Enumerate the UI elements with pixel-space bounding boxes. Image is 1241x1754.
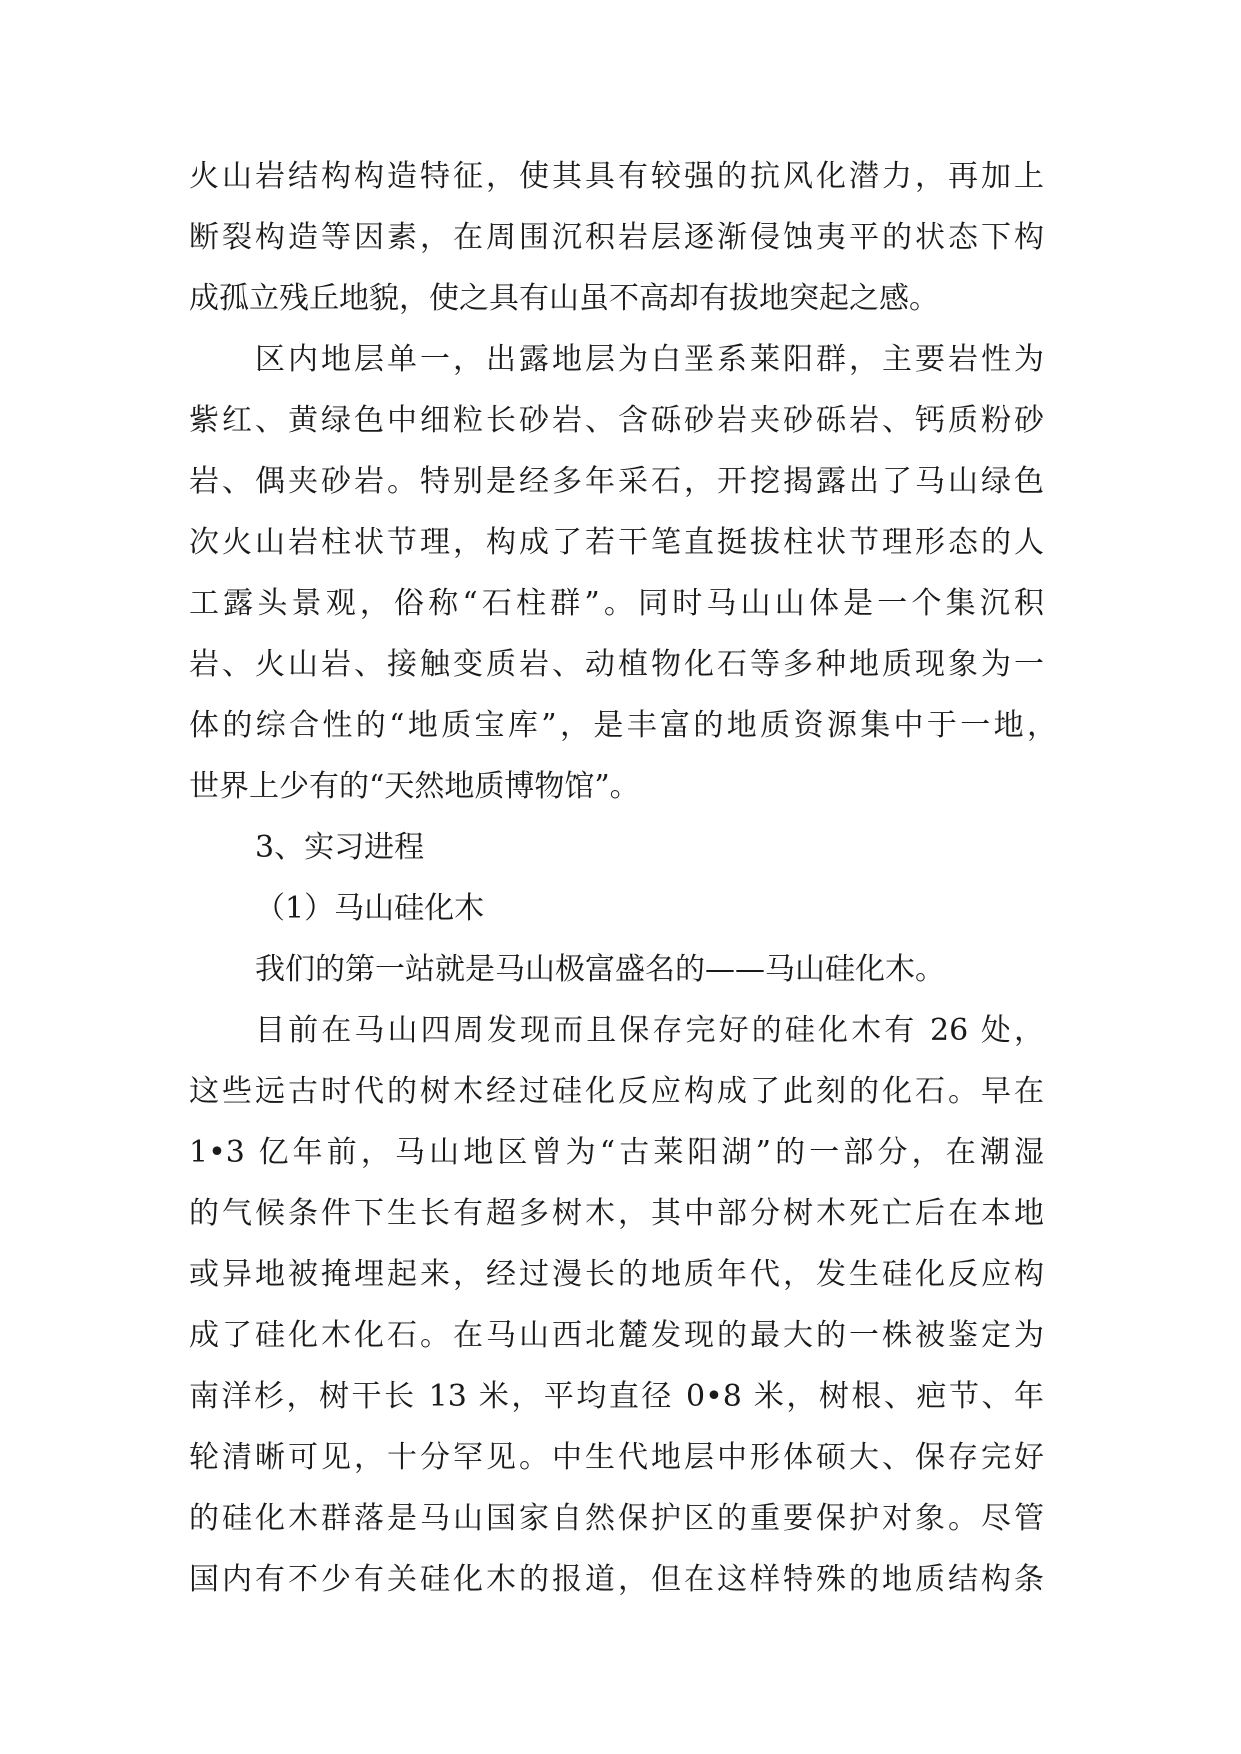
- text-line: 断裂构造等因素，在周围沉积岩层逐渐侵蚀夷平的状态下构: [189, 220, 1044, 255]
- text-line: 的硅化木群落是马山国家自然保护区的重要保护对象。尽管: [189, 1501, 1044, 1536]
- text-line: 体的综合性的“地质宝库”，是丰富的地质资源集中于一地，: [189, 708, 1057, 743]
- text-line: 或异地被掩埋起来，经过漫长的地质年代，发生硅化反应构: [189, 1257, 1044, 1292]
- text-line: 国内有不少有关硅化木的报道，但在这样特殊的地质结构条: [189, 1562, 1044, 1597]
- text-line: 这些远古时代的树木经过硅化反应构成了此刻的化石。早在: [189, 1074, 1044, 1109]
- text-line: 世界上少有的“天然地质博物馆”。: [189, 769, 640, 804]
- text-line: 工露头景观，俗称“石柱群”。同时马山山体是一个集沉积: [189, 586, 1044, 621]
- text-line: 成孤立残丘地貌，使之具有山虽不高却有拔地突起之感。: [189, 281, 939, 316]
- text-line: 轮清晰可见，十分罕见。中生代地层中形体硕大、保存完好: [189, 1440, 1044, 1475]
- paragraph-first-line: 区内地层单一，出露地层为白垩系莱阳群，主要岩性为: [255, 342, 1044, 377]
- text-line: 次火山岩柱状节理，构成了若干笔直挺拔柱状节理形态的人: [189, 525, 1044, 560]
- text-line: 南洋杉，树干长 13 米，平均直径 0•8 米，树根、疤节、年: [189, 1379, 1044, 1414]
- text-line: 岩、火山岩、接触变质岩、动植物化石等多种地质现象为一: [189, 647, 1044, 682]
- section-heading: 3、实习进程: [255, 830, 425, 865]
- text-line: 紫红、黄绿色中细粒长砂岩、含砾砂岩夹砂砾岩、钙质粉砂: [189, 403, 1044, 438]
- paragraph-first-line: 我们的第一站就是马山极富盛名的——马山硅化木。: [255, 952, 945, 987]
- text-line: 的气候条件下生长有超多树木，其中部分树木死亡后在本地: [189, 1196, 1044, 1231]
- text-line: 岩、偶夹砂岩。特别是经多年采石，开挖揭露出了马山绿色: [189, 464, 1044, 499]
- text-line: 1•3 亿年前，马山地区曾为“古莱阳湖”的一部分，在潮湿: [189, 1135, 1044, 1170]
- paragraph-first-line: 目前在马山四周发现而且保存完好的硅化木有 26 处，: [255, 1013, 1044, 1048]
- text-line: 火山岩结构构造特征，使其具有较强的抗风化潜力，再加上: [189, 159, 1044, 194]
- text-line: 成了硅化木化石。在马山西北麓发现的最大的一株被鉴定为: [189, 1318, 1044, 1353]
- subsection-heading: （1）马山硅化木: [255, 891, 485, 926]
